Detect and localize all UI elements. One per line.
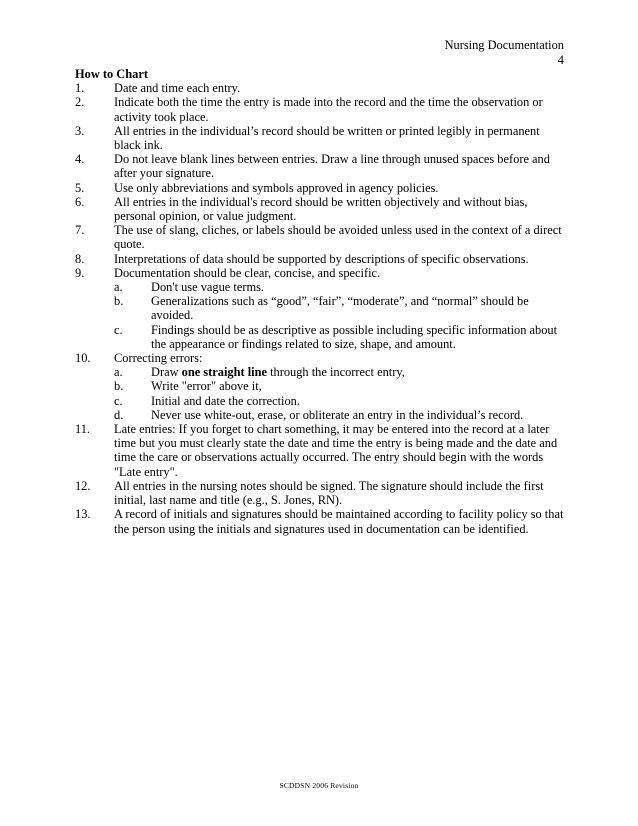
page-content — [75, 67, 565, 536]
item-number: 3. — [75, 123, 85, 138]
sub-item-10a — [114, 365, 565, 379]
sub-item-10b — [114, 379, 565, 393]
sub-item-text: Never use white-out, erase, or obliterate an entry in the individual’s record. — [151, 407, 524, 422]
section-title: How to Chart — [75, 67, 148, 81]
item-text: Do not leave blank lines between entries. Draw a line through unused spaces before and after your signature. — [114, 152, 550, 181]
sub-item-9c — [114, 323, 565, 351]
sub-item-label: a. — [114, 365, 123, 380]
page-footer: SCDDSN 2006 Revision — [279, 781, 359, 790]
list-item-2 — [75, 95, 565, 123]
item-number: 1. — [75, 81, 85, 96]
item-text: The use of slang, cliches, or labels should be avoided unless used in the context of a direct quote. — [114, 223, 562, 252]
list-item-6 — [75, 195, 565, 223]
list-item-10 — [75, 351, 565, 422]
item-text: Correcting errors: — [114, 351, 203, 366]
sub-item-label: c. — [114, 322, 123, 337]
sub-item-9b — [114, 294, 565, 322]
sub-item-text: Initial and date the correction. — [151, 393, 300, 408]
list-item-3 — [75, 124, 565, 152]
item-number: 7. — [75, 223, 85, 238]
item-text: Date and time each entry. — [114, 81, 241, 96]
item-number: 12. — [75, 478, 91, 493]
list-item-5 — [75, 181, 565, 195]
item-text: Documentation should be clear, concise, and specific. — [114, 265, 381, 280]
sub-item-text: Draw one straight line through the incorrect entry, — [151, 365, 405, 380]
emphasis-text: one straight line — [181, 365, 267, 380]
sub-item-label: d. — [114, 407, 124, 422]
sub-item-label: b. — [114, 294, 124, 309]
list-item-4 — [75, 152, 565, 180]
sub-item-label: a. — [114, 280, 123, 295]
list-item-1 — [75, 81, 565, 95]
page-header — [445, 38, 564, 67]
item-text: All entries in the nursing notes should be signed. The signature should include the first initial, last name and title (e.g., S. Jones, RN). — [114, 478, 544, 508]
list-item-8 — [75, 252, 565, 266]
item-number: 13. — [75, 507, 91, 522]
sub-item-text: Findings should be as descriptive as possible including specific information about the appearance or findings related to size, shape, and amount. — [151, 322, 558, 351]
item-number: 2. — [75, 95, 85, 110]
page-number: 4 — [557, 52, 564, 67]
item-text: Use only abbreviations and symbols approved in agency policies. — [114, 180, 439, 195]
sub-item-9a — [114, 280, 565, 294]
item-number: 8. — [75, 251, 85, 266]
list-item-7 — [75, 223, 565, 251]
list-item-11 — [75, 422, 565, 479]
document-title: Nursing Documentation — [444, 38, 564, 52]
sub-item-text: Write "error" above it, — [151, 379, 262, 394]
list-item-13 — [75, 507, 565, 535]
sub-item-text: Don't use vague terms. — [151, 280, 265, 295]
sub-item-label: b. — [114, 379, 124, 394]
item-number: 4. — [75, 152, 85, 167]
item-number: 6. — [75, 194, 85, 209]
sub-item-text: Generalizations such as “good”, “fair”, “moderate”, and “normal” should be avoided. — [151, 294, 529, 323]
sub-item-10c — [114, 394, 565, 408]
item-number: 10. — [75, 351, 91, 366]
sub-item-10d — [114, 408, 565, 422]
item-text: Late entries: If you forget to chart something, it may be entered into the record at a later time but you must clearly state the date and time the entry is being made and the date and time the care or observations actually occurred. The entry should begin with the words "Late entry". — [114, 422, 558, 479]
item-text: All entries in the individual’s record should be written or printed legibly in permanent black ink. — [114, 123, 540, 153]
item-text: Indicate both the time the entry is made into the record and the time the observation or activity took place. — [114, 95, 543, 124]
item-text: Interpretations of data should be supported by descriptions of specific observations. — [114, 251, 529, 266]
list-item-12 — [75, 479, 565, 507]
item-number: 5. — [75, 180, 85, 195]
sub-item-label: c. — [114, 393, 123, 408]
item-text: A record of initials and signatures should be maintained according to facility policy so that the person using the initials and signatures used in documentation can be identified. — [114, 507, 564, 536]
item-number: 11. — [75, 422, 91, 437]
list-item-9 — [75, 266, 565, 351]
item-number: 9. — [75, 265, 85, 280]
item-text: All entries in the individual's record should be written objectively and without bias, personal opinion, or value judgment. — [114, 194, 528, 224]
